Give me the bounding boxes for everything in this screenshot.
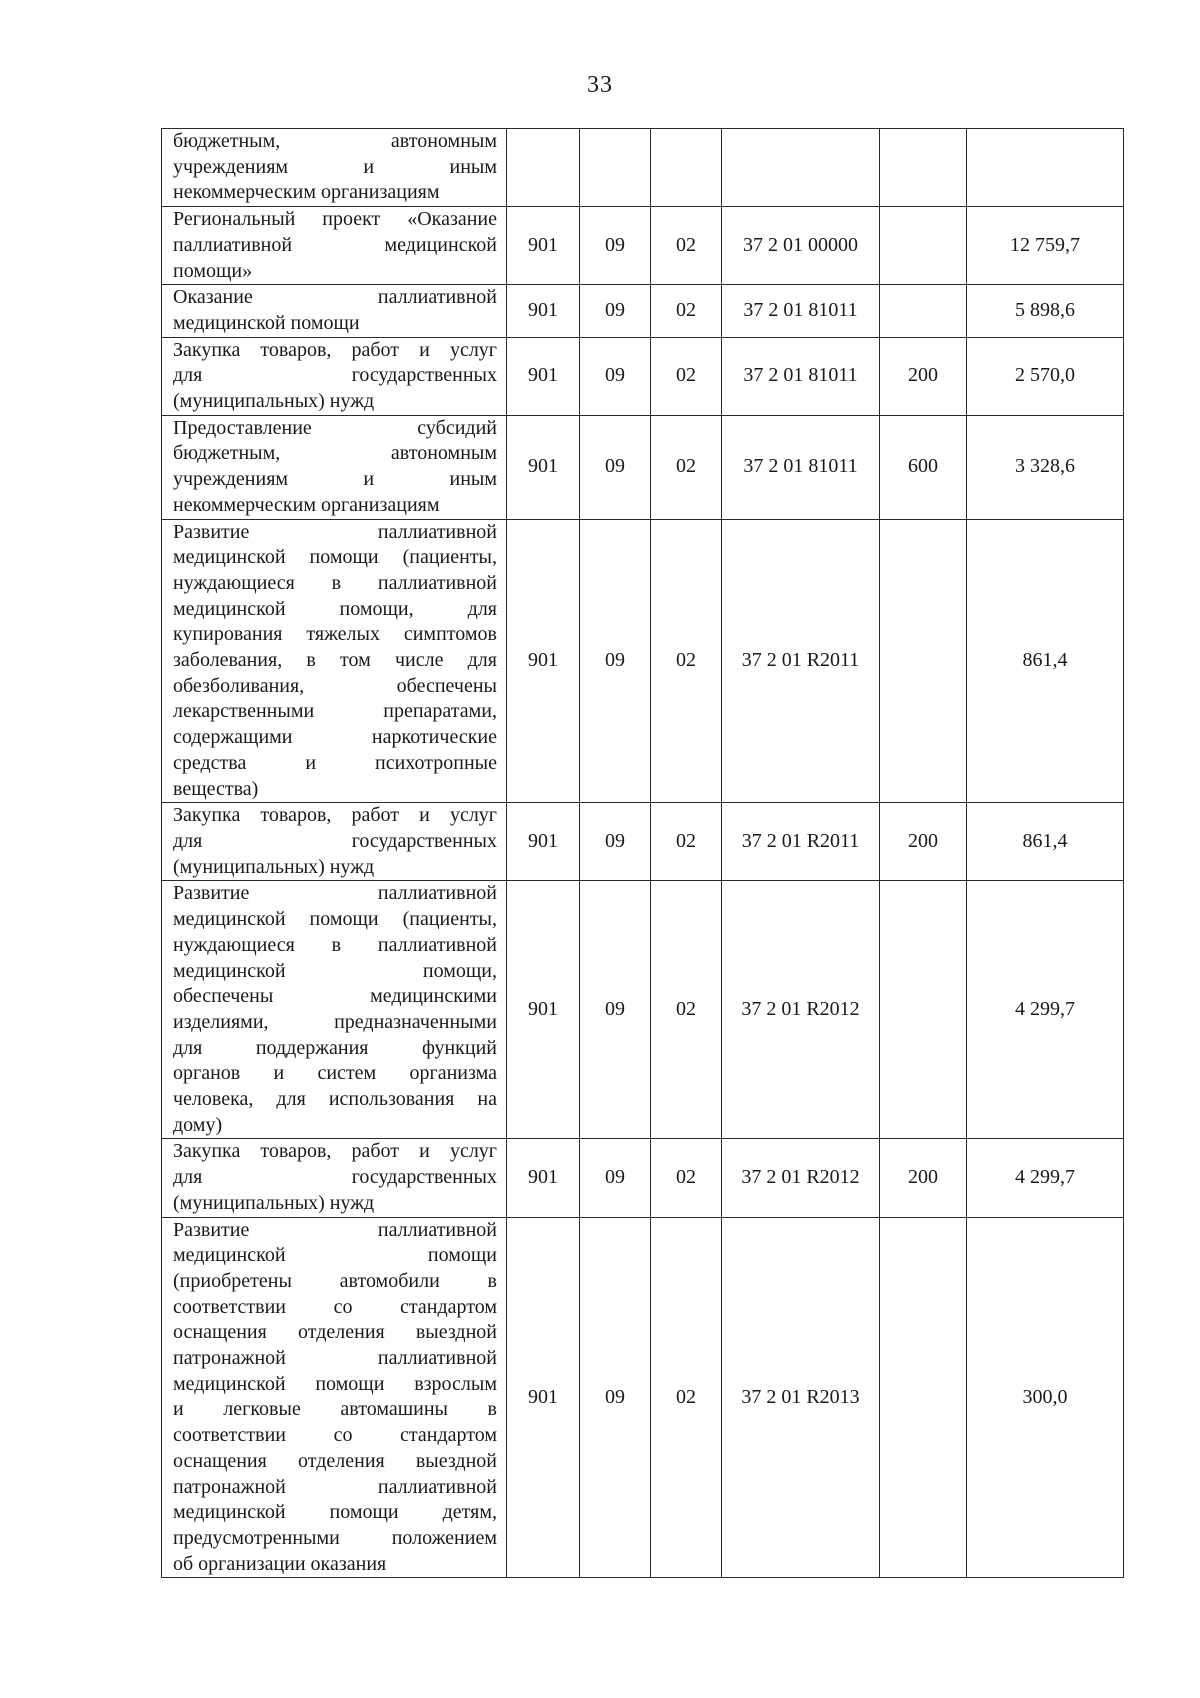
item-name-line: органов и систем организма <box>173 1062 497 1085</box>
item-name-cell <box>162 519 507 803</box>
grbs-cell: 901 <box>507 803 580 881</box>
table-row <box>162 881 1124 1139</box>
item-name-line: для государственных <box>173 1166 497 1189</box>
item-name-line: патронажной паллиативной <box>173 1475 497 1498</box>
item-name-line: Региональный проект «Оказание <box>173 208 497 231</box>
expense-type-cell: 200 <box>880 337 967 415</box>
item-name-line: купирования тяжелых симптомов <box>173 623 497 646</box>
table-row <box>162 519 1124 803</box>
item-name-cell <box>162 881 507 1139</box>
item-name-line: некоммерческим организациям <box>173 181 440 204</box>
target-article-cell: 37 2 01 R2013 <box>722 1217 880 1578</box>
item-name-line: Оказание паллиативной <box>173 286 497 309</box>
item-name-cell <box>162 285 507 337</box>
subsection-cell <box>651 129 722 207</box>
section-cell: 09 <box>580 803 651 881</box>
item-name-line: помощи» <box>173 259 253 282</box>
item-name-line: оснащения отделения выездной <box>173 1321 497 1344</box>
section-cell: 09 <box>580 1217 651 1578</box>
item-name-cell <box>162 415 507 519</box>
item-name-line: бюджетным, автономным <box>173 442 497 465</box>
item-name-line: дому) <box>173 1113 223 1136</box>
section-cell: 09 <box>580 415 651 519</box>
section-cell: 09 <box>580 285 651 337</box>
table-row <box>162 1139 1124 1217</box>
amount-cell: 300,0 <box>967 1217 1124 1578</box>
expense-type-cell <box>880 285 967 337</box>
item-name-line: Предоставление субсидий <box>173 416 497 439</box>
item-name-line: медицинской помощи, <box>173 959 497 982</box>
item-name-line: предусмотренными положением <box>173 1526 497 1549</box>
grbs-cell: 901 <box>507 207 580 285</box>
expense-type-cell: 200 <box>880 803 967 881</box>
item-name-line: для поддержания функций <box>173 1036 497 1059</box>
item-name-cell <box>162 1217 507 1578</box>
item-name-line: Развитие паллиативной <box>173 1218 497 1241</box>
item-name-line: вещества) <box>173 777 259 800</box>
item-name-line: бюджетным, автономным <box>173 130 497 152</box>
item-name-line: Развитие паллиативной <box>173 520 497 543</box>
table-body <box>162 129 1124 1578</box>
item-name-line: учреждениям и иным <box>173 155 497 178</box>
amount-cell: 4 299,7 <box>967 1139 1124 1217</box>
table-row <box>162 415 1124 519</box>
grbs-cell: 901 <box>507 337 580 415</box>
item-name-line: паллиативной медицинской <box>173 233 497 256</box>
grbs-cell: 901 <box>507 519 580 803</box>
target-article-cell: 37 2 01 R2012 <box>722 1139 880 1217</box>
target-article-cell: 37 2 01 R2012 <box>722 881 880 1139</box>
grbs-cell: 901 <box>507 1217 580 1578</box>
section-cell: 09 <box>580 337 651 415</box>
grbs-cell: 901 <box>507 881 580 1139</box>
budget-table <box>161 128 1124 1578</box>
subsection-cell: 02 <box>651 881 722 1139</box>
item-name-line: соответствии со стандартом <box>173 1424 497 1447</box>
subsection-cell: 02 <box>651 415 722 519</box>
item-name-line: заболевания, в том числе для <box>173 649 497 672</box>
amount-cell: 12 759,7 <box>967 207 1124 285</box>
subsection-cell: 02 <box>651 519 722 803</box>
item-name-cell <box>162 337 507 415</box>
table-row <box>162 129 1124 207</box>
section-cell: 09 <box>580 881 651 1139</box>
target-article-cell: 37 2 01 81011 <box>722 415 880 519</box>
item-name-line: Развитие паллиативной <box>173 882 497 905</box>
target-article-cell <box>722 129 880 207</box>
item-name-line: Закупка товаров, работ и услуг <box>173 1140 497 1163</box>
item-name-line: учреждениям и иным <box>173 468 497 491</box>
item-name-line: и легковые автомашины в <box>173 1398 497 1421</box>
table-row <box>162 207 1124 285</box>
item-name-cell <box>162 207 507 285</box>
expense-type-cell <box>880 129 967 207</box>
grbs-cell <box>507 129 580 207</box>
item-name-line: медицинской помощи (пациенты, <box>173 908 497 931</box>
subsection-cell: 02 <box>651 207 722 285</box>
grbs-cell: 901 <box>507 285 580 337</box>
item-name-line: обеспечены медицинскими <box>173 985 497 1008</box>
expense-type-cell <box>880 207 967 285</box>
item-name-line: средства и психотропные <box>173 751 497 774</box>
amount-cell: 861,4 <box>967 803 1124 881</box>
item-name-line: медицинской помощи <box>173 311 360 334</box>
grbs-cell: 901 <box>507 1139 580 1217</box>
target-article-cell: 37 2 01 81011 <box>722 337 880 415</box>
item-name-line: некоммерческим организациям <box>173 493 440 516</box>
item-name-line: медицинской помощи, для <box>173 597 497 620</box>
table-row <box>162 337 1124 415</box>
item-name-line: соответствии со стандартом <box>173 1295 497 1318</box>
subsection-cell: 02 <box>651 285 722 337</box>
subsection-cell: 02 <box>651 803 722 881</box>
amount-cell: 3 328,6 <box>967 415 1124 519</box>
amount-cell: 2 570,0 <box>967 337 1124 415</box>
item-name-line: патронажной паллиативной <box>173 1347 497 1370</box>
item-name-cell <box>162 129 507 207</box>
item-name-line: человека, для использования на <box>173 1088 497 1111</box>
item-name-line: обезболивания, обеспечены <box>173 674 497 697</box>
section-cell: 09 <box>580 207 651 285</box>
table-row <box>162 803 1124 881</box>
subsection-cell: 02 <box>651 337 722 415</box>
target-article-cell: 37 2 01 R2011 <box>722 803 880 881</box>
item-name-line: изделиями, предназначенными <box>173 1010 497 1033</box>
grbs-cell: 901 <box>507 415 580 519</box>
item-name-line: медицинской помощи детям, <box>173 1501 497 1524</box>
section-cell: 09 <box>580 1139 651 1217</box>
item-name-line: Закупка товаров, работ и услуг <box>173 804 497 827</box>
amount-cell: 4 299,7 <box>967 881 1124 1139</box>
item-name-line: нуждающиеся в паллиативной <box>173 933 497 956</box>
target-article-cell: 37 2 01 R2011 <box>722 519 880 803</box>
subsection-cell: 02 <box>651 1217 722 1578</box>
amount-cell: 5 898,6 <box>967 285 1124 337</box>
item-name-line: (муниципальных) нужд <box>173 855 375 878</box>
target-article-cell: 37 2 01 81011 <box>722 285 880 337</box>
section-cell <box>580 129 651 207</box>
item-name-line: для государственных <box>173 364 497 387</box>
item-name-line: Закупка товаров, работ и услуг <box>173 338 497 361</box>
item-name-line: для государственных <box>173 829 497 852</box>
subsection-cell: 02 <box>651 1139 722 1217</box>
item-name-line: оснащения отделения выездной <box>173 1449 497 1472</box>
item-name-line: лекарственными препаратами, <box>173 700 497 723</box>
item-name-line: об организации оказания <box>173 1552 387 1575</box>
item-name-line: (муниципальных) нужд <box>173 390 375 413</box>
table-row <box>162 1217 1124 1578</box>
item-name-line: медицинской помощи (пациенты, <box>173 546 497 569</box>
amount-cell: 861,4 <box>967 519 1124 803</box>
item-name-line: содержащими наркотические <box>173 726 497 749</box>
item-name-cell <box>162 1139 507 1217</box>
expense-type-cell <box>880 881 967 1139</box>
item-name-line: (муниципальных) нужд <box>173 1191 375 1214</box>
item-name-line: медицинской помощи взрослым <box>173 1372 497 1395</box>
expense-type-cell <box>880 1217 967 1578</box>
amount-cell <box>967 129 1124 207</box>
expense-type-cell: 600 <box>880 415 967 519</box>
item-name-line: нуждающиеся в паллиативной <box>173 571 497 594</box>
target-article-cell: 37 2 01 00000 <box>722 207 880 285</box>
item-name-line: медицинской помощи <box>173 1244 497 1267</box>
expense-type-cell: 200 <box>880 1139 967 1217</box>
item-name-line: (приобретены автомобили в <box>173 1269 497 1292</box>
page-number: 33 <box>587 72 613 98</box>
item-name-cell <box>162 803 507 881</box>
table-row <box>162 285 1124 337</box>
expense-type-cell <box>880 519 967 803</box>
section-cell: 09 <box>580 519 651 803</box>
